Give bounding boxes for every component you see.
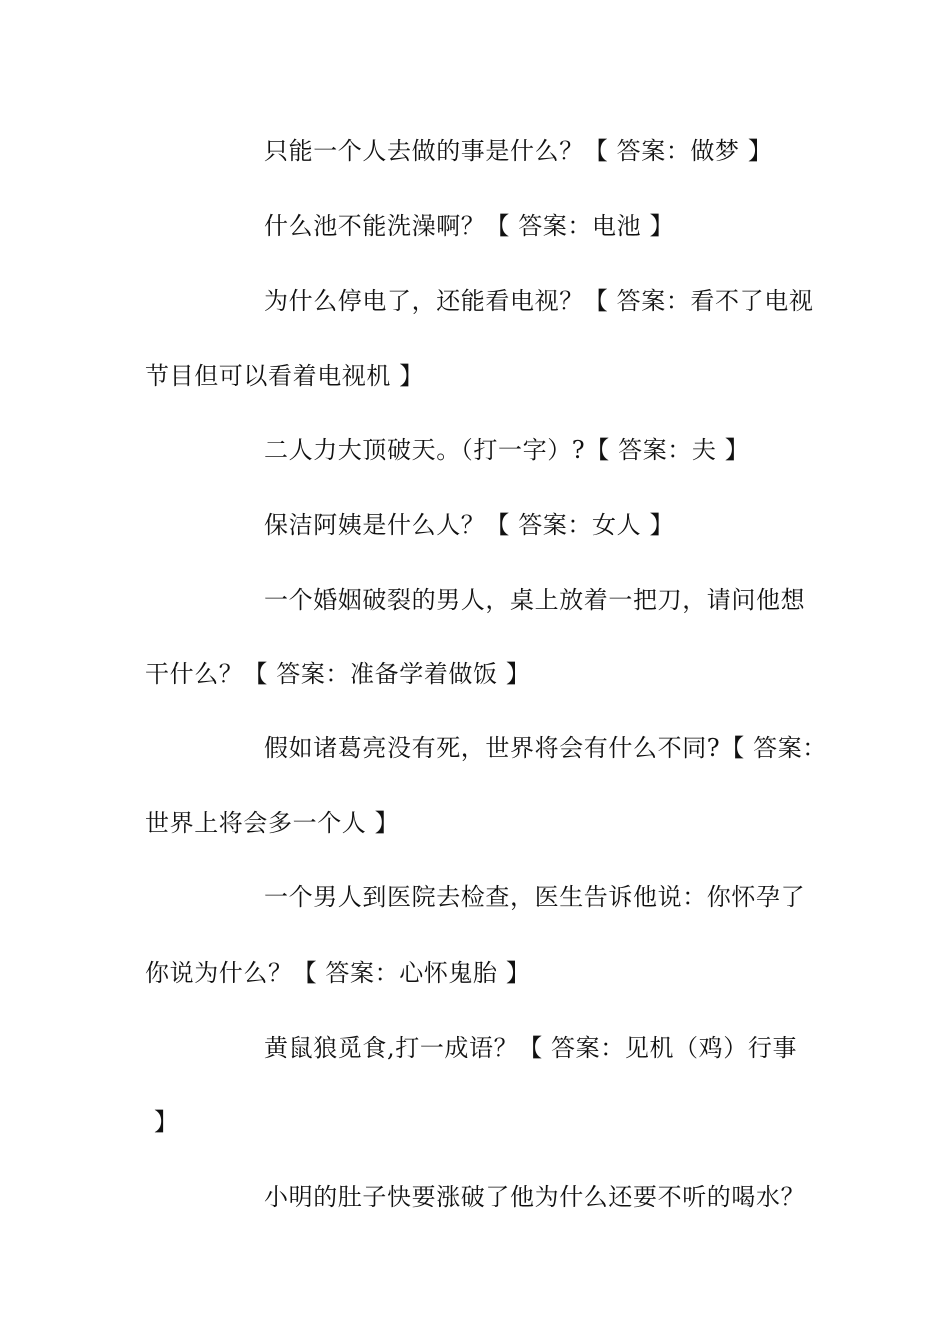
text-line-13: 黄鼠狼觅食,打一成语？【 答案：见机（鸡）行事 bbox=[264, 1034, 798, 1062]
text-line-8: 干什么？【 答案：准备学着做饭 】 bbox=[145, 660, 531, 688]
text-line-12: 你说为什么？【 答案：心怀鬼胎 】 bbox=[145, 959, 531, 987]
text-line-3: 为什么停电了，还能看电视？【 答案：看不了电视 bbox=[264, 287, 814, 315]
text-line-7: 一个婚姻破裂的男人，桌上放着一把刀，请问他想 bbox=[264, 586, 806, 614]
text-line-2: 什么池不能洗澡啊？【 答案：电池 】 bbox=[264, 212, 675, 240]
text-line-1: 只能一个人去做的事是什么？【 答案：做梦 】 bbox=[264, 137, 773, 165]
text-line-9: 假如诸葛亮没有死，世界将会有什么不同?【 答案： bbox=[264, 734, 827, 762]
text-line-15: 小明的肚子快要涨破了他为什么还要不听的喝水？ bbox=[264, 1183, 806, 1211]
text-line-10: 世界上将会多一个人 】 bbox=[145, 809, 400, 837]
text-line-5: 二人力大顶破天。（打一字）?【 答案：夫 】 bbox=[264, 436, 750, 464]
text-line-4: 节目但可以看着电视机 】 bbox=[145, 362, 424, 390]
text-line-6: 保洁阿姨是什么人？【 答案：女人 】 bbox=[264, 511, 675, 539]
text-line-11: 一个男人到医院去检查，医生告诉他说：你怀孕了 bbox=[264, 883, 806, 911]
text-line-14: 】 bbox=[154, 1108, 179, 1136]
